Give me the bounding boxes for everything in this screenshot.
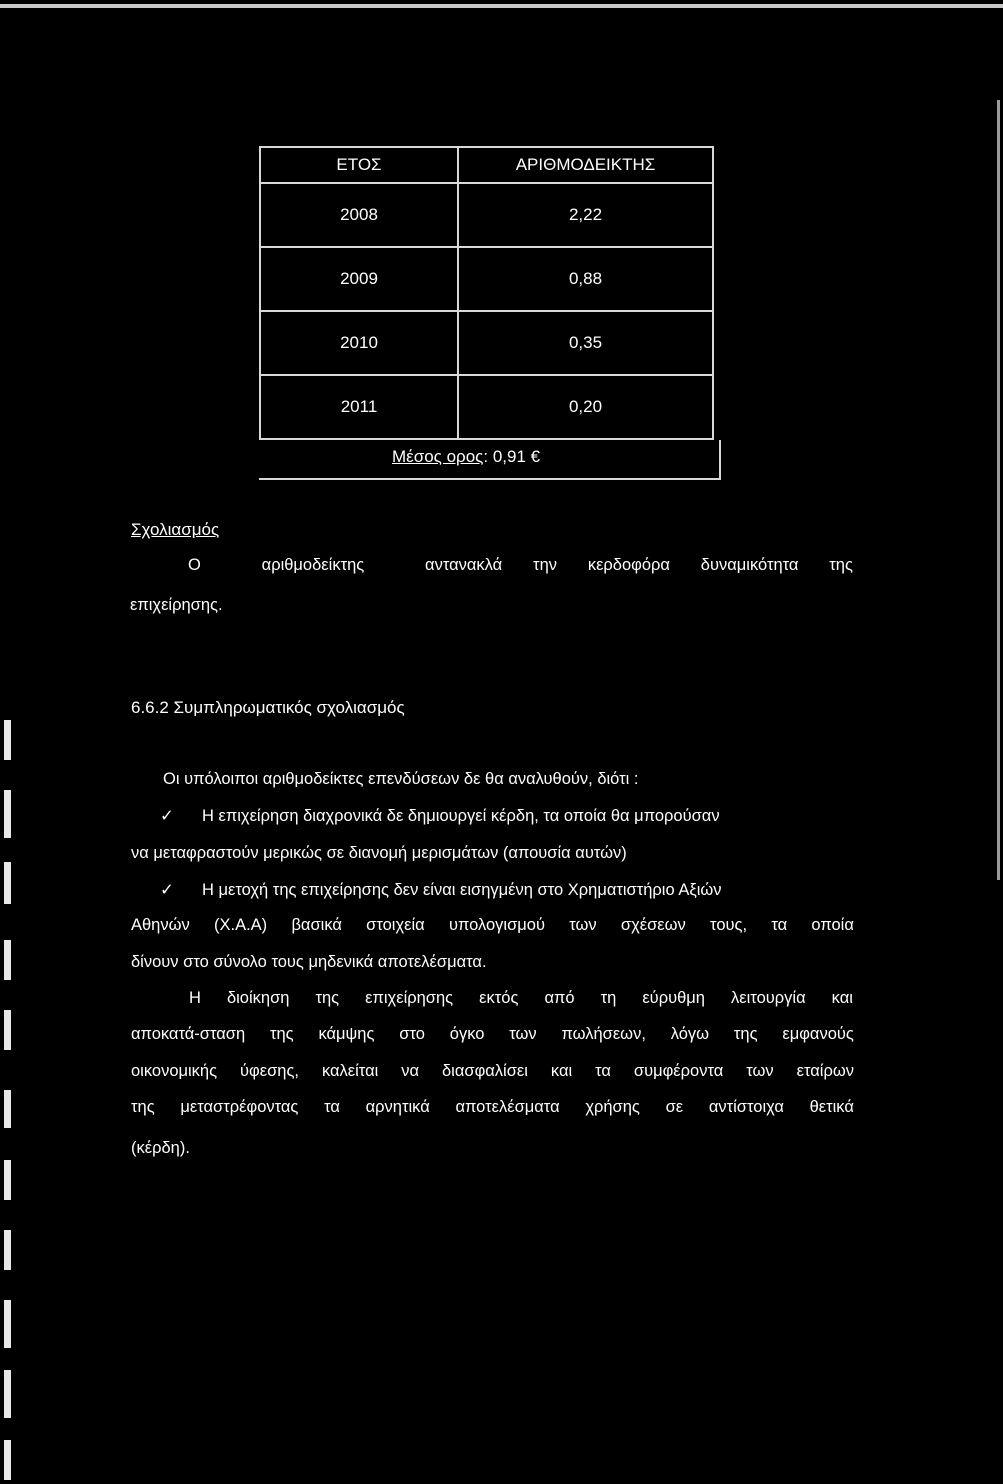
- word: υπολογισμού: [448, 916, 545, 934]
- bullet-1-line-1: [160, 808, 720, 825]
- word: λόγω: [670, 1025, 710, 1043]
- scan-left-mark: [4, 720, 11, 760]
- word: αντανακλά: [425, 556, 503, 574]
- word: της: [269, 1025, 294, 1043]
- word: πωλήσεων,: [561, 1025, 646, 1043]
- word: στο: [399, 1025, 425, 1043]
- word: δυναμικότητα: [700, 556, 799, 574]
- scan-right-edge: [997, 100, 1000, 880]
- table-row: [260, 247, 713, 311]
- word: διασφαλίσει: [442, 1062, 528, 1080]
- comment-line-1: [188, 557, 853, 574]
- word: κερδοφόρα: [587, 556, 670, 574]
- word: και: [831, 989, 853, 1007]
- word: τα: [771, 916, 788, 934]
- check-icon: ✓: [160, 807, 174, 825]
- scan-left-mark: [4, 1370, 11, 1418]
- word: βασικά: [291, 916, 342, 934]
- word: στοιχεία: [366, 916, 425, 934]
- word: θετικά: [809, 1098, 854, 1116]
- cell-value: 0,88: [458, 247, 713, 311]
- cell-year: 2008: [260, 183, 458, 247]
- table-row: [260, 311, 713, 375]
- word: εμφανούς: [782, 1025, 854, 1043]
- word: αντίστοιχα: [708, 1098, 784, 1116]
- word: κάμψης: [318, 1025, 375, 1043]
- word: τη: [600, 989, 617, 1007]
- scan-left-mark: [4, 862, 11, 904]
- check-icon: ✓: [160, 881, 174, 899]
- word: λειτουργία: [731, 989, 806, 1007]
- word: την: [533, 556, 557, 574]
- bullet-2-line-3: δίνουν στο σύνολο τους μηδενικά αποτελέσματα.: [131, 953, 487, 971]
- bullet-1-line-2: να μεταφραστούν μερικώς σε διανομή μερισμάτων (απουσία αυτών): [131, 844, 627, 862]
- paragraph-line-1: [189, 990, 853, 1007]
- word: οποία: [811, 916, 854, 934]
- word: τα: [324, 1098, 340, 1116]
- scan-left-mark: [4, 1440, 11, 1480]
- word: (Χ.Α.Α): [214, 916, 268, 934]
- word: συμφέροντα: [633, 1062, 724, 1080]
- word: διοίκηση: [226, 989, 290, 1007]
- bullet-2-line-1: [160, 882, 722, 899]
- word: Η: [189, 989, 201, 1007]
- paragraph-line-5: (κέρδη).: [131, 1139, 190, 1157]
- word: σχέσεων: [620, 916, 686, 934]
- scan-left-mark: [4, 1300, 11, 1348]
- average-row: [392, 447, 540, 467]
- scan-left-mark: [4, 1230, 11, 1270]
- word: όγκο: [449, 1025, 485, 1043]
- word: Ο: [188, 556, 201, 574]
- word: εταίρων: [796, 1062, 854, 1080]
- word: να: [401, 1062, 420, 1080]
- bullet-2-line-2: [131, 917, 854, 934]
- average-value: : 0,91 €: [483, 447, 541, 466]
- word: των: [569, 916, 597, 934]
- word: εκτός: [479, 989, 519, 1007]
- header-year: ΕΤΟΣ: [260, 147, 458, 183]
- word: αρνητικά: [365, 1098, 430, 1116]
- average-label: Μέσος ορος: [392, 447, 484, 466]
- bullet-text: Η μετοχή της επιχείρησης δεν είναι εισηγμένη στο Χρηματιστήριο Αξιών: [202, 881, 722, 899]
- word: και: [550, 1062, 573, 1080]
- word: σε: [665, 1098, 684, 1116]
- word: αριθμοδείκτης: [261, 556, 365, 574]
- word: των: [509, 1025, 537, 1043]
- scan-left-mark: [4, 1090, 11, 1128]
- word: ύφεσης,: [240, 1062, 299, 1080]
- word: οικονομικής: [131, 1062, 218, 1080]
- cell-value: 0,35: [458, 311, 713, 375]
- word: αποκατά-σταση: [131, 1025, 246, 1043]
- word: Αθηνών: [131, 916, 190, 934]
- word: από: [544, 989, 575, 1007]
- word: αποτελέσματα: [455, 1098, 560, 1116]
- scan-top-edge: [0, 4, 1003, 8]
- paragraph-line-2: [131, 1026, 854, 1043]
- scan-left-mark: [4, 940, 11, 980]
- scan-left-mark: [4, 1160, 11, 1200]
- word: χρήσης: [585, 1098, 640, 1116]
- word: της: [829, 556, 853, 574]
- cell-year: 2009: [260, 247, 458, 311]
- comment-line-2: επιχείρησης.: [130, 596, 223, 614]
- section-heading: 6.6.2 Συμπληρωματικός σχολιασμός: [131, 698, 405, 717]
- word: της: [131, 1098, 155, 1116]
- paragraph-line-3: [131, 1063, 854, 1080]
- cell-year: 2010: [260, 311, 458, 375]
- word: μεταστρέφοντας: [180, 1098, 299, 1116]
- word: εύρυθμη: [642, 989, 705, 1007]
- index-table: [259, 146, 714, 440]
- intro-line: Οι υπόλοιποι αριθμοδείκτες επενδύσεων δε θα αναλυθούν, διότι :: [163, 770, 639, 788]
- header-index: ΑΡΙΘΜΟΔΕΙΚΤΗΣ: [458, 147, 713, 183]
- word: της: [315, 989, 340, 1007]
- cell-value: 2,22: [458, 183, 713, 247]
- cell-year: 2011: [260, 375, 458, 439]
- table-header-row: [260, 147, 713, 183]
- scan-left-mark: [4, 1010, 11, 1050]
- word: των: [746, 1062, 774, 1080]
- bullet-text: Η επιχείρηση διαχρονικά δε δημιουργεί κέρδη, τα οποία θα μπορούσαν: [202, 807, 720, 825]
- cell-value: 0,20: [458, 375, 713, 439]
- scan-left-mark: [4, 790, 11, 838]
- table-row: [260, 375, 713, 439]
- word: τα: [595, 1062, 611, 1080]
- word: επιχείρησης: [365, 989, 454, 1007]
- word: καλείται: [321, 1062, 379, 1080]
- paragraph-line-4: [131, 1099, 854, 1116]
- table-row: [260, 183, 713, 247]
- word: τους,: [710, 916, 748, 934]
- comment-heading: Σχολιασμός: [131, 520, 220, 539]
- word: της: [733, 1025, 758, 1043]
